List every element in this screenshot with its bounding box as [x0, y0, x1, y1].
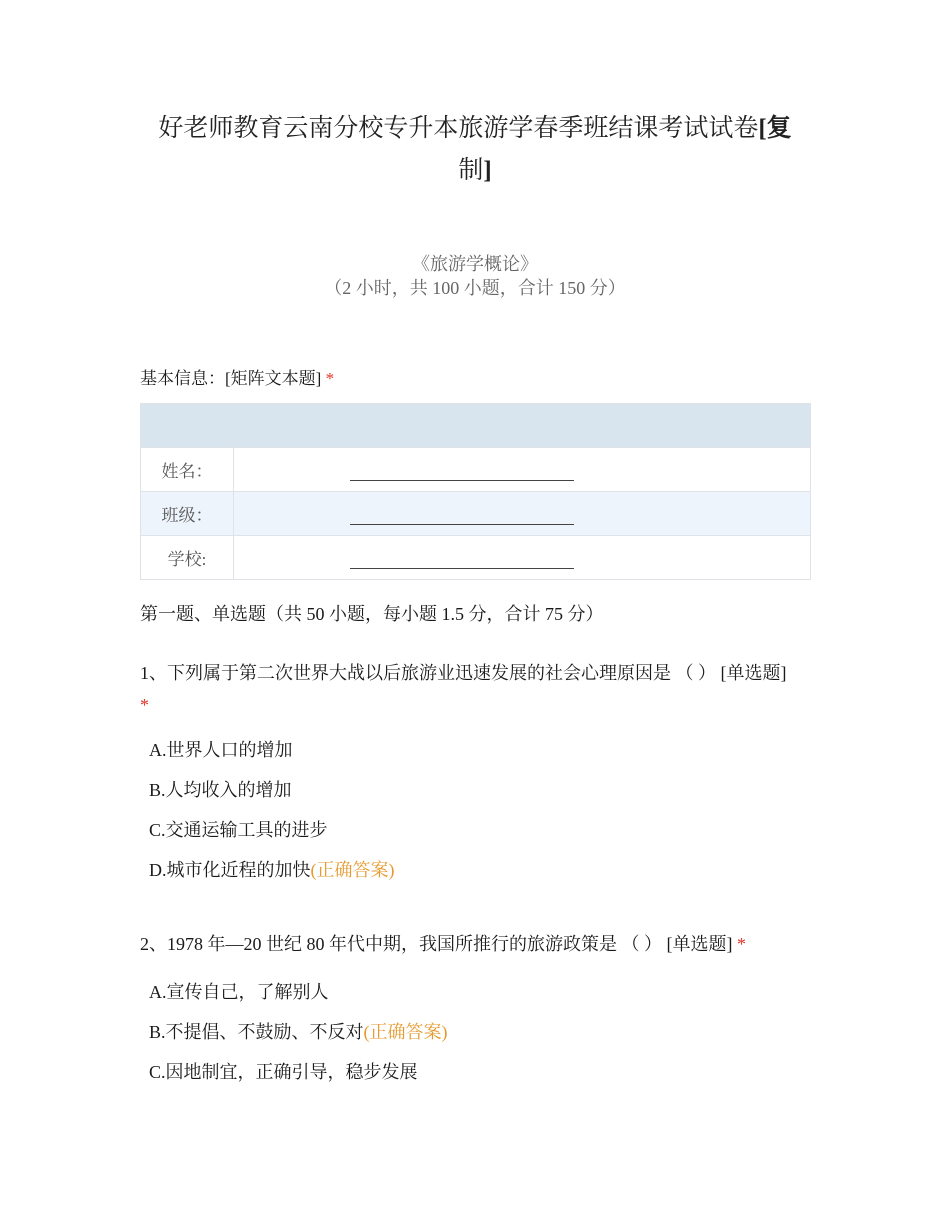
option-b[interactable]	[149, 1019, 448, 1045]
option-text: C.交通运输工具的进步	[149, 820, 328, 840]
title-line1: 好老师教育云南分校专升本旅游学春季班结课考试试卷	[158, 115, 759, 142]
matrix-header-row	[141, 404, 811, 448]
basic-info-matrix	[140, 403, 811, 580]
school-blank-line[interactable]	[350, 546, 574, 569]
basic-info-label	[140, 367, 334, 391]
matrix-row-name	[141, 448, 811, 492]
option-text: A.世界人口的增加	[149, 740, 293, 760]
course-name: 《旅游学概论》	[412, 254, 538, 274]
option-text: B.人均收入的增加	[149, 780, 292, 800]
question-2	[140, 928, 820, 960]
exam-summary: （2 小时，共 100 小题，合计 150 分）	[324, 278, 626, 298]
option-a[interactable]	[149, 737, 293, 763]
option-c[interactable]	[149, 1059, 418, 1085]
question-text: 2、1978 年—20 世纪 80 年代中期，我国所推行的旅游政策是 （ ） [单选题]	[140, 934, 733, 954]
class-blank-line[interactable]	[350, 502, 574, 525]
school-field[interactable]	[234, 536, 811, 580]
section-title: 第一题、单选题（共 50 小题，每小题 1.5 分，合计 75 分）	[140, 604, 604, 624]
title-line2-bracket: ]	[483, 157, 492, 184]
required-mark: *	[737, 934, 746, 954]
correct-answer-tag: (正确答案)	[363, 1022, 448, 1042]
document-title	[140, 108, 810, 192]
question-1	[140, 657, 820, 721]
class-field[interactable]	[234, 492, 811, 536]
matrix-header-cell	[141, 404, 234, 448]
matrix-row-school	[141, 536, 811, 580]
correct-answer-tag: (正确答案)	[310, 860, 395, 880]
title-line2: 制	[458, 157, 484, 184]
option-a[interactable]	[149, 979, 329, 1005]
option-b[interactable]	[149, 777, 292, 803]
row-label: 班级：	[141, 492, 234, 536]
basic-info-label-text: 基本信息：[矩阵文本题]	[140, 369, 322, 388]
option-d[interactable]	[149, 857, 395, 883]
title-line1-bracket: [复	[758, 115, 792, 142]
name-blank-line[interactable]	[350, 458, 574, 481]
option-text: D.城市化近程的加快	[149, 860, 311, 880]
required-mark: *	[140, 695, 149, 715]
matrix-header-cell	[234, 404, 811, 448]
row-label: 姓名：	[141, 448, 234, 492]
question-text: 1、下列属于第二次世界大战以后旅游业迅速发展的社会心理原因是 （ ） [单选题]	[140, 663, 787, 683]
name-field[interactable]	[234, 448, 811, 492]
document-subtitle	[140, 252, 810, 300]
matrix-row-class	[141, 492, 811, 536]
option-text: B.不提倡、不鼓励、不反对	[149, 1022, 364, 1042]
option-text: A.宣传自己，了解别人	[149, 982, 329, 1002]
option-c[interactable]	[149, 817, 328, 843]
required-mark: *	[325, 369, 335, 388]
row-label: 学校:	[141, 536, 234, 580]
option-text: C.因地制宜，正确引导，稳步发展	[149, 1062, 418, 1082]
